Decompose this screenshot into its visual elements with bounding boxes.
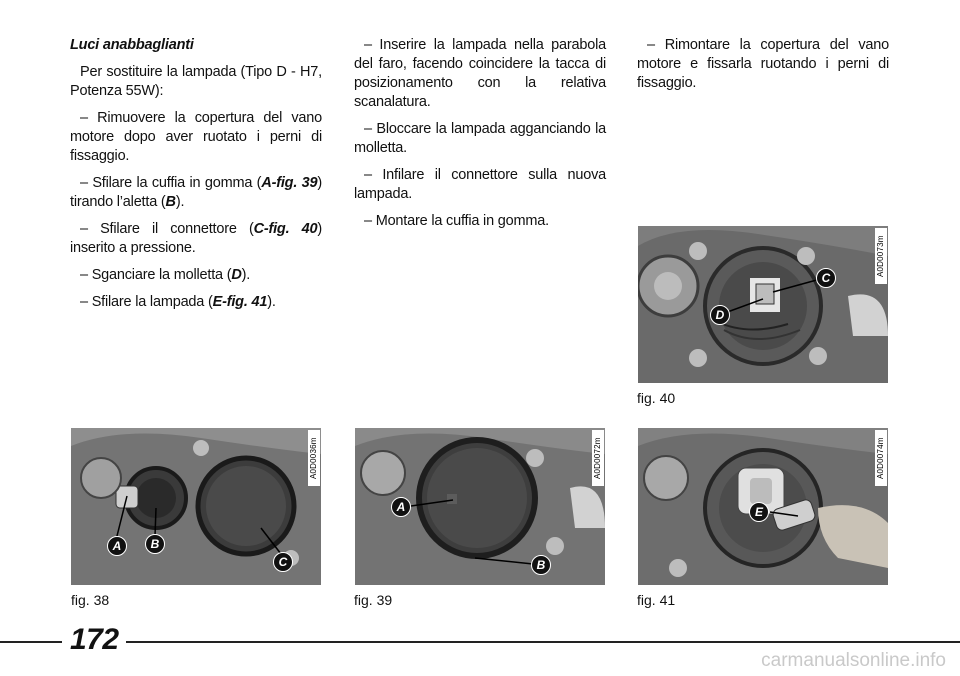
text-column-1 — [70, 36, 322, 320]
figure-38-photo — [71, 428, 321, 585]
text-span: – Sfilare il connettore ( — [80, 221, 254, 237]
watermark: carmanualsonline.info — [761, 650, 946, 671]
paragraph — [70, 220, 322, 258]
figure-reference: B — [165, 194, 176, 210]
figure-reference: C-fig. 40 — [253, 221, 318, 237]
marker-b: B — [531, 555, 551, 575]
paragraph — [70, 266, 322, 285]
paragraph — [70, 293, 322, 312]
paragraph — [70, 174, 322, 212]
paragraph: – Infilare il connettore sulla nuova lampada. — [354, 167, 606, 202]
paragraph: Per sostituire la lampada (Tipo D - H7, Potenza 55W): — [70, 64, 322, 99]
text-span: ) tirando l’aletta ( — [70, 175, 322, 210]
page-number: 172 — [70, 623, 119, 656]
text-span: ) inserito a pressione. — [70, 221, 322, 256]
text-span: – Sfilare la lampada ( — [80, 294, 213, 310]
marker-c: C — [273, 552, 293, 572]
figure-code: A0D0072m — [592, 430, 604, 486]
figure-code: A0D0073m — [875, 228, 887, 284]
figure-code: A0D0036m — [308, 430, 320, 486]
figure-caption: fig. 41 — [637, 592, 676, 608]
headlight-photo — [638, 226, 888, 383]
figure-caption: fig. 39 — [354, 592, 393, 608]
text-span: – Sganciare la molletta ( — [80, 267, 232, 283]
text-span: ). — [241, 267, 251, 283]
text-column-2 — [354, 36, 606, 239]
figure-reference: D — [231, 267, 242, 283]
marker-b: B — [145, 534, 165, 554]
text-span: ). — [175, 194, 185, 210]
marker-e: E — [749, 502, 769, 522]
figure-caption: fig. 38 — [71, 592, 110, 608]
marker-d: D — [710, 305, 730, 325]
paragraph: – Inserire la lampada nella parabola del faro, facendo coincidere la tacca di posizionamento con la relativa scanalatura. — [354, 37, 606, 110]
paragraph: – Montare la cuffia in gomma. — [364, 213, 549, 229]
marker-c: C — [816, 268, 836, 288]
figure-reference: E-fig. 41 — [212, 294, 268, 310]
figure-39-photo — [355, 428, 605, 585]
footer-rule — [0, 641, 62, 643]
marker-a: A — [107, 536, 127, 556]
figure-code: A0D0074m — [875, 430, 887, 486]
paragraph: – Rimuovere la copertura del vano motore dopo aver ruotato i perni di fissaggio. — [70, 110, 322, 164]
text-span: – Sfilare la cuffia in gomma ( — [80, 175, 262, 191]
figure-40-photo — [638, 226, 888, 383]
text-span: ). — [267, 294, 276, 310]
marker-a: A — [391, 497, 411, 517]
footer-rule — [126, 641, 960, 643]
section-heading: Luci anabbaglianti — [70, 37, 194, 53]
figure-caption: fig. 40 — [637, 390, 676, 406]
text-column-3 — [637, 36, 889, 101]
paragraph: – Bloccare la lampada agganciando la molletta. — [354, 121, 606, 156]
figure-reference: A-fig. 39 — [261, 175, 318, 191]
paragraph: – Rimontare la copertura del vano motore e fissarla ruotando i perni di fissaggio. — [637, 37, 889, 91]
figure-41-photo — [638, 428, 888, 585]
